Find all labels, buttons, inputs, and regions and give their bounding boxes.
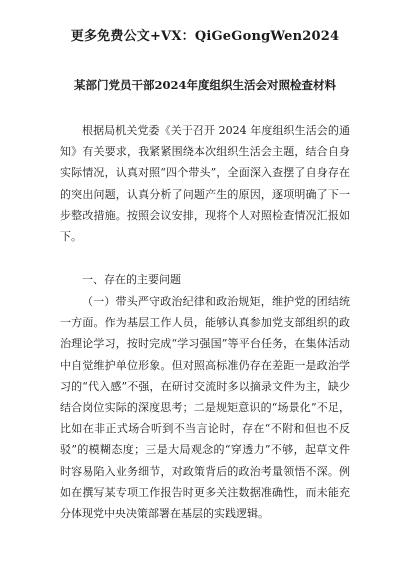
document-title: 某部门党员干部2024年度组织生活会对照检查材料 <box>73 78 336 92</box>
intro-paragraph: 根据局机关党委《关于召开 2024 年度组织生活会的通知》有关要求，我紧紧围绕本次组织生活会主题，结合自身实际情况，认真对照“四个带头”，全面深入查摆了自身存在的突出问题，认真分析了问题产生的原因，逐项明确了下一步整改措施。按照会议安排，现将个人对照检查情况汇报如下。 <box>60 124 350 244</box>
section-heading: 一、存在的主要问题 <box>82 273 181 286</box>
subsection-paragraph: （一）带头严守政治纪律和政治规矩，维护党的团结统一方面。作为基层工作人员，能够认真参加党支部组织的政治理论学习，按时完成“学习强国”等平台任务，在集体活动中自觉维护单位形象。但对照高标准仍存在差距一是政治学习的“代入感”不强，在研讨交流时多以摘录文件为主，缺少结合岗位实际的深度思考；二是规矩意识的“场景化”不足，比如在非正式场合听到不当言论时，存在“不附和但也不反驳”的模糊态度；三是大局观念的“穿透力”不够，起草文件时容易陷入业务细节，对政策背后的政治考量领悟不深。例如在撰写某专项工作报告时更多关注数据准确性，而未能充分体现党中央决策部署在基层的实践逻辑。 <box>60 295 350 521</box>
header-watermark: 更多免费公文+VX：QiGeGongWen2024 <box>70 29 340 44</box>
